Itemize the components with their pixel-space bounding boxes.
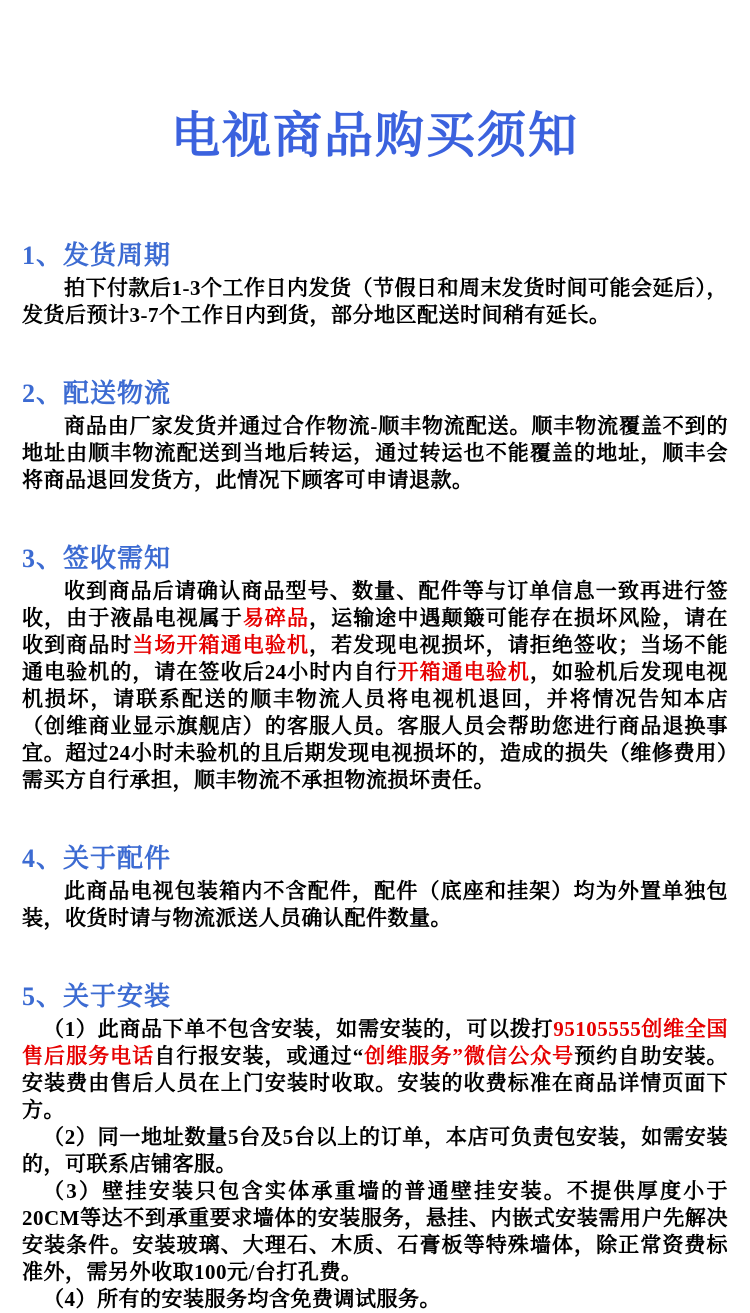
- paragraph: [22, 1124, 728, 1178]
- section-paragraphs: [22, 275, 728, 329]
- notice-section: [22, 843, 728, 932]
- highlight-red-text: 95105555创维全国售后服务电话: [22, 1017, 729, 1068]
- body-text: 拍下付款后1-3个工作日内发货（节假日和周末发货时间可能会延后），发货后预计3-7个工作日内到货，部分地区配送时间稍有延长。: [22, 276, 728, 327]
- highlight-red-text: 开箱通电验机: [397, 660, 530, 684]
- section-paragraphs: [22, 578, 728, 794]
- paragraph: [22, 578, 728, 794]
- section-paragraphs: [22, 878, 728, 932]
- paragraph: [22, 878, 728, 932]
- notice-section: [22, 543, 728, 794]
- body-text: 预约自助安装。安装费由售后人员在上门安装时收取。安装的收费标准在商品详情页面下方。: [22, 1044, 728, 1122]
- highlight-red-text: 易碎品: [242, 606, 310, 630]
- body-text: 此商品电视包装箱内不含配件，配件（底座和挂架）均为外置单独包装，收货时请与物流派送人员确认配件数量。: [22, 879, 728, 930]
- page-title: 电视商品购买须知: [170, 108, 579, 163]
- purchase-notice-page: [0, 104, 750, 1311]
- paragraph: [22, 275, 728, 329]
- notice-section: [22, 240, 728, 329]
- section-heading: 4、关于配件: [22, 844, 172, 873]
- body-text: （1）此商品下单不包含安装，如需安装的，可以拨打: [43, 1017, 554, 1041]
- body-text: ，运输途中遇颠簸可能存在损坏风险，请在收到商品时: [22, 606, 729, 657]
- section-paragraphs: [22, 413, 728, 494]
- body-text: ，若发现电视损坏，请拒绝签收；当场不能通电验机的，请在签收后24小时内自行: [22, 633, 729, 684]
- body-text: （3）壁挂安装只包含实体承重墙的普通壁挂安装。不提供厚度小于20CM等达不到承重要求墙体的安装服务，悬挂、内嵌式安装需用户先解决安装条件。安装玻璃、大理石、木质、石膏板等特殊墙体，除正常资费标准外，需另外收取100元/台打孔费。: [22, 1179, 728, 1284]
- notice-section: [22, 981, 728, 1313]
- body-text: ，如验机后发现电视机损坏，请联系配送的顺丰物流人员将电视机退回，并将情况告知本店（创维商业显示旗舰店）的客服人员。客服人员会帮助您进行商品退换事宜。超过24小时未验机的且后期发现电视损坏的，造成的损失（维修费用）需买方自行承担，顺丰物流不承担物流损坏责任。: [22, 660, 729, 792]
- section-heading: 5、关于安装: [22, 982, 172, 1011]
- section-heading: 1、发货周期: [22, 241, 172, 270]
- highlight-red-text: 当场开箱通电验机: [132, 633, 310, 657]
- sections-container: [22, 240, 728, 1313]
- paragraph: [22, 1178, 728, 1286]
- paragraph: [22, 413, 728, 494]
- body-text: 商品由厂家发货并通过合作物流-顺丰物流配送。顺丰物流覆盖不到的地址由顺丰物流配送到当地后转运，通过转运也不能覆盖的地址，顺丰会将商品退回发货方，此情况下顾客可申请退款。: [22, 414, 728, 492]
- notice-section: [22, 378, 728, 494]
- body-text: 自行报安装，或通过“: [154, 1044, 364, 1068]
- paragraph: [22, 1286, 728, 1313]
- section-heading: 2、配送物流: [22, 379, 172, 408]
- body-text: （2）同一地址数量5台及5台以上的订单，本店可负责包安装，如需安装的，可联系店铺客服。: [22, 1125, 728, 1176]
- body-text: （4）所有的安装服务均含免费调试服务。: [43, 1287, 441, 1311]
- body-text: 收到商品后请确认商品型号、数量、配件等与订单信息一致再进行签收，由于液晶电视属于: [22, 579, 728, 630]
- paragraph: [22, 1016, 728, 1124]
- section-heading: 3、签收需知: [22, 544, 172, 573]
- highlight-red-text: 创维服务”微信公众号: [363, 1044, 575, 1068]
- section-paragraphs: [22, 1016, 728, 1313]
